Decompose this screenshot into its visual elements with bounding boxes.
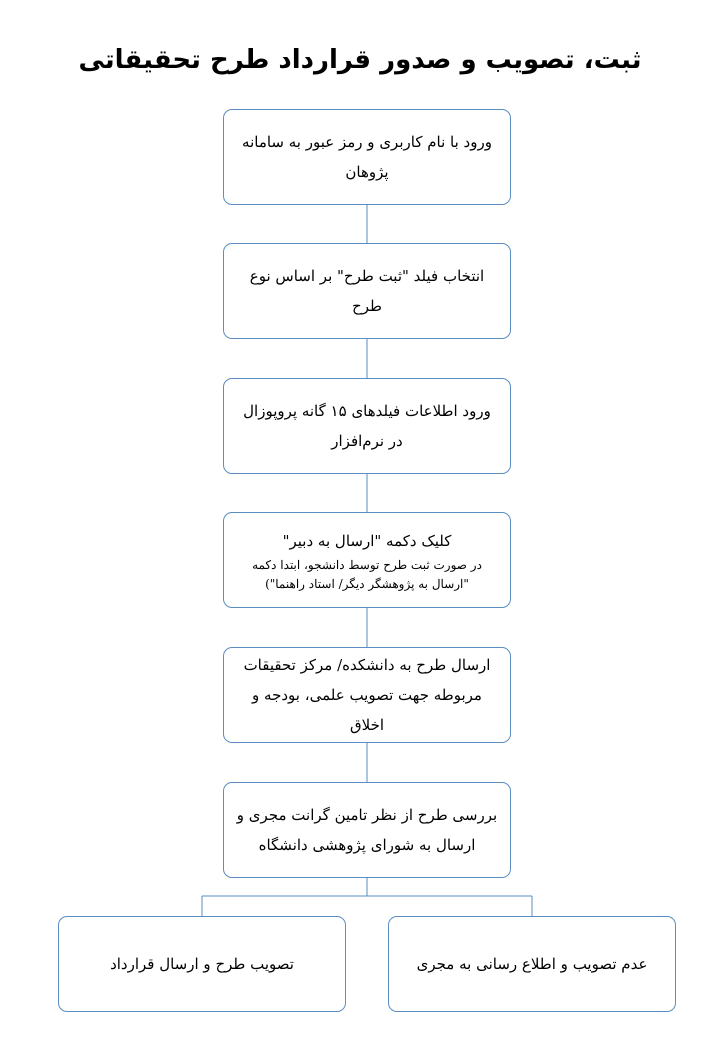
step-login-box bbox=[223, 109, 511, 205]
step-send-to-secretary-box bbox=[223, 512, 511, 608]
step-send-to-faculty-text: ارسال طرح به دانشکده/ مرکز تحقیقات مربوطه جهت تصویب علمی، بودجه و اخلاق bbox=[243, 656, 491, 734]
step-send-to-secretary-text: کلیک دکمه "ارسال به دبیر" bbox=[282, 532, 452, 550]
diagram-title: ثبت، تصویب و صدور قرارداد طرح تحقیقاتی bbox=[78, 45, 642, 75]
step-review-grant-box bbox=[223, 782, 511, 878]
outcome-reject-box bbox=[388, 916, 676, 1012]
outcome-approve-box bbox=[58, 916, 346, 1012]
step-login-text: ورود با نام کاربری و رمز عبور به سامانه پژوهان bbox=[242, 133, 492, 181]
outcome-approve-text: تصویب طرح و ارسال قرارداد bbox=[110, 955, 294, 973]
step-select-field-box bbox=[223, 243, 511, 339]
step-enter-info-text: ورود اطلاعات فیلدهای ۱۵ گانه پروپوزال در نرم‌افزار bbox=[243, 402, 491, 450]
step-send-to-secretary-note: در صورت ثبت طرح توسط دانشجو، ابتدا دکمه "ارسال به پژوهشگر دیگر/ استاد راهنما") bbox=[252, 558, 482, 591]
step-send-to-faculty-box bbox=[223, 647, 511, 743]
step-review-grant-text: بررسی طرح از نظر تامین گرانت مجری و ارسال به شورای پژوهشی دانشگاه bbox=[236, 806, 498, 854]
outcome-reject-text: عدم تصویب و اطلاع رسانی به مجری bbox=[416, 955, 648, 973]
step-enter-info-box bbox=[223, 378, 511, 474]
step-select-field-text: انتخاب فیلد "ثبت طرح" بر اساس نوع طرح bbox=[249, 267, 485, 315]
